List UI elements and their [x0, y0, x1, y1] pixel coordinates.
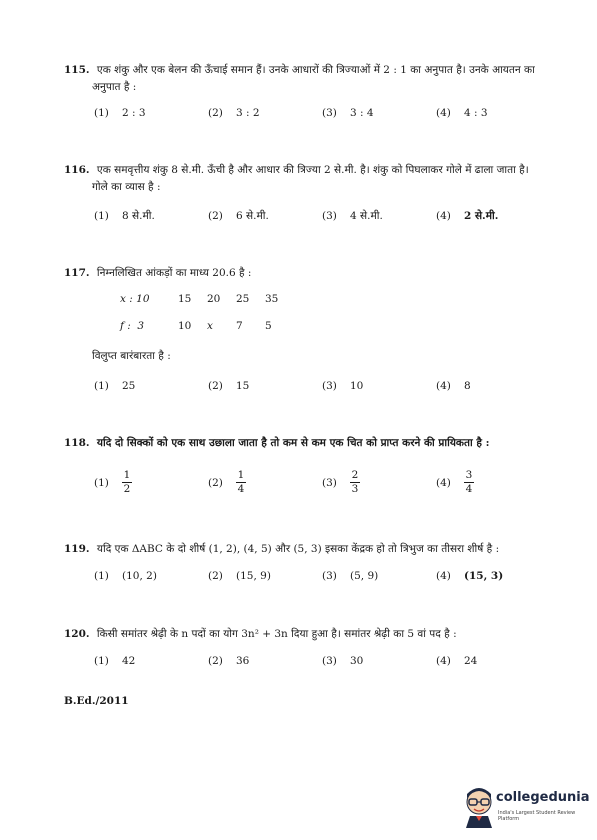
- option-3[interactable]: (3) (5, 9): [322, 570, 379, 582]
- question-line: यदि एक ΔABC के दो शीर्ष (1, 2), (4, 5) और (5, 3) इसका केंद्रक हो तो त्रिभुज का तीसरा शीर्ष है :: [96, 543, 500, 555]
- option-2[interactable]: (2) 36: [208, 655, 250, 667]
- data-row-f: f : 3 10 x 7 5: [120, 320, 272, 332]
- options-row: [64, 107, 564, 127]
- option-4[interactable]: (4) 8: [436, 380, 471, 392]
- question-number: 117.: [64, 267, 90, 279]
- question-line: किसी समांतर श्रेढ़ी के n पदों का योग 3n² + 3n दिया हुआ है। समांतर श्रेढ़ी का 5 वां पद है :: [96, 628, 457, 640]
- brand-tagline: India's Largest Student Review Platform: [498, 810, 576, 822]
- option-3[interactable]: (3) 4 से.मी.: [322, 210, 383, 222]
- question-text: [64, 626, 564, 643]
- option-4[interactable]: (4) 24: [436, 655, 478, 667]
- brand-name: collegedunia: [496, 790, 590, 805]
- option-4[interactable]: (4) 2 से.मी.: [436, 210, 499, 222]
- fraction: $\frac{1}{4}$: [237, 469, 245, 495]
- mascot-icon: [462, 784, 496, 828]
- brand-logo: [462, 784, 592, 834]
- fraction: $\frac{2}{3}$: [351, 469, 359, 495]
- options-row: [64, 570, 564, 590]
- question-text: [64, 541, 564, 558]
- options-row: [64, 469, 564, 501]
- question-115: [64, 62, 564, 119]
- page-footer: B.Ed./2011: [64, 695, 129, 707]
- option-2[interactable]: (2) (15, 9): [208, 570, 271, 582]
- option-3[interactable]: (3) $\frac{2}{3}$: [322, 469, 359, 495]
- option-2[interactable]: (2) 15: [208, 380, 250, 392]
- option-4[interactable]: (4) (15, 3): [436, 570, 504, 582]
- options-row: [64, 209, 564, 229]
- question-119: [64, 541, 564, 582]
- option-1[interactable]: (1) 8 से.मी.: [94, 210, 155, 222]
- question-number: 115.: [64, 64, 90, 76]
- option-4[interactable]: (4) 4 : 3: [436, 107, 488, 119]
- question-line: एक समवृत्तीय शंकु 8 से.मी. ऊँची है और आधार की त्रिज्या 2 से.मी. है। शंकु को पिघलाकर गोले में ढाला जाता है।: [96, 164, 529, 176]
- option-3[interactable]: (3) 3 : 4: [322, 107, 374, 119]
- question-line: अनुपात है :: [92, 81, 137, 93]
- question-text: [64, 435, 564, 452]
- question-text: [64, 62, 564, 96]
- option-3[interactable]: (3) 10: [322, 380, 364, 392]
- question-line: यदि दो सिक्कों को एक साथ उछाला जाता है तो कम से कम एक चित को प्राप्त करने की प्रायिकता है :: [96, 437, 490, 449]
- question-line: गोले का व्यास है :: [92, 181, 161, 193]
- question-text: [64, 265, 564, 282]
- options-row: [64, 655, 564, 675]
- fraction: $\frac{1}{2}$: [123, 469, 131, 495]
- question-120: [64, 626, 564, 667]
- question-line: विलुप्त बारंबारता है :: [92, 350, 171, 362]
- option-2[interactable]: (2) 6 से.मी.: [208, 210, 269, 222]
- option-1[interactable]: (1) 2 : 3: [94, 107, 146, 119]
- option-2[interactable]: (2) $\frac{1}{4}$: [208, 469, 245, 495]
- question-number: 116.: [64, 164, 90, 176]
- options-row: [64, 380, 564, 400]
- question-line: निम्नलिखित आंकड़ों का माध्य 20.6 है :: [96, 267, 252, 279]
- question-number: 120.: [64, 628, 90, 640]
- question-number: 118.: [64, 437, 90, 449]
- option-4[interactable]: (4) $\frac{3}{4}$: [436, 469, 473, 495]
- option-2[interactable]: (2) 3 : 2: [208, 107, 260, 119]
- question-text: [64, 162, 564, 196]
- option-1[interactable]: (1) (10, 2): [94, 570, 157, 582]
- question-number: 119.: [64, 543, 90, 555]
- option-1[interactable]: (1) 42: [94, 655, 136, 667]
- data-row-x: x : 10 15 20 25 35: [120, 293, 279, 305]
- question-117: [64, 265, 564, 392]
- fraction: $\frac{3}{4}$: [465, 469, 473, 495]
- question-116: [64, 162, 564, 222]
- option-3[interactable]: (3) 30: [322, 655, 364, 667]
- question-118: [64, 435, 564, 495]
- question-line: एक शंकु और एक बेलन की ऊँचाई समान हैं। उनके आधारों की त्रिज्याओं में 2 : 1 का अनुपात है। उनके आयतन का: [96, 64, 535, 76]
- option-1[interactable]: (1) 25: [94, 380, 136, 392]
- option-1[interactable]: (1) $\frac{1}{2}$: [94, 469, 131, 495]
